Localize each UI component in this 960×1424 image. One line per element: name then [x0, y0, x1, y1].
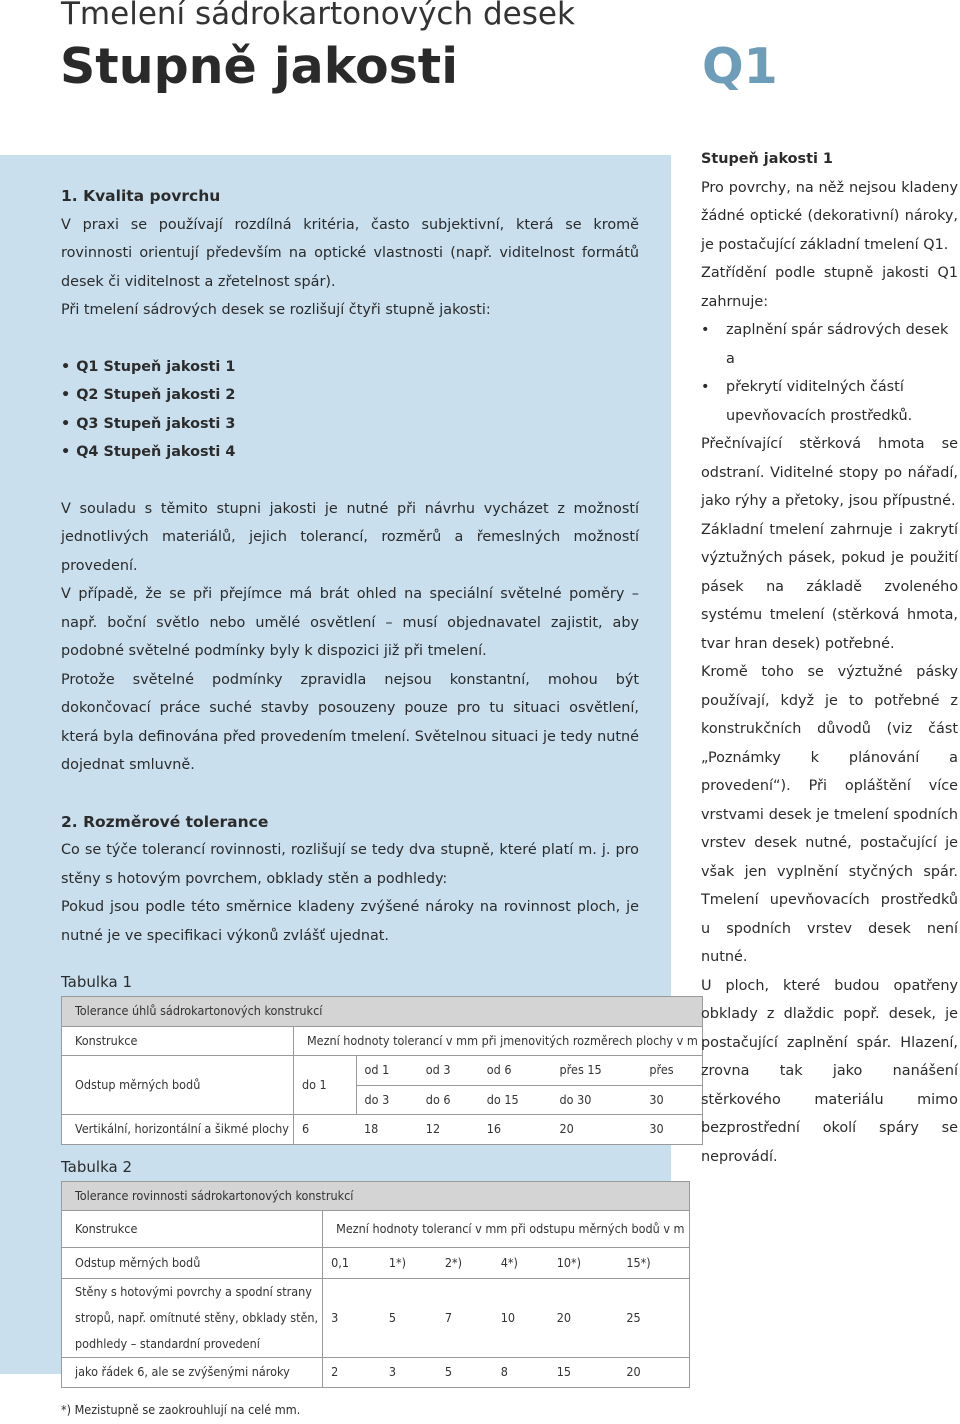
table-cell: do 6: [418, 1085, 479, 1115]
table-cell: jako řádek 6, ale se zvýšenými nároky: [62, 1358, 323, 1388]
table-cell: do 15: [479, 1085, 552, 1115]
table-cell: 1*): [381, 1248, 437, 1279]
table-2-title: Tolerance rovinnosti sádrokartonových konstrukcí: [62, 1181, 690, 1211]
section-2-heading: 2. Rozměrové tolerance: [61, 808, 639, 837]
table-cell: 12: [418, 1115, 479, 1145]
list-item: • Q4 Stupeň jakosti 4: [61, 438, 639, 467]
table-cell: 2: [323, 1358, 381, 1388]
table-cell: 15*): [618, 1248, 689, 1279]
table-header-cell: Mezní hodnoty tolerancí v mm při odstupu měrných bodů v m: [323, 1211, 689, 1248]
sidebar-paragraph-1: Pro povrchy, na něž nejsou kladeny žádné optické (dekorativní) nároky, je postačující základní tmelení Q1.: [701, 174, 958, 260]
page-title: Stupně jakosti: [60, 38, 458, 95]
table-cell: 20: [618, 1358, 689, 1388]
sidebar-paragraph-3: Přečnívající stěrková hmota se odstraní. Viditelné stopy po nářadí, jako rýhy a přetoky, jsou přípustné.: [701, 430, 958, 516]
table-cell: přes: [641, 1056, 702, 1086]
table-cell: 15: [549, 1358, 619, 1388]
table-cell: do 1: [293, 1056, 356, 1115]
table-cell: [62, 1279, 323, 1358]
table-cell: 5: [381, 1279, 437, 1358]
table-cell: od 1: [356, 1056, 418, 1086]
table-cell: 6: [293, 1115, 356, 1145]
table-cell: 30: [641, 1085, 702, 1115]
table-cell: 5: [437, 1358, 493, 1388]
table-cell: 3: [323, 1279, 381, 1358]
list-item: • Q1 Stupeň jakosti 1: [61, 353, 639, 382]
sidebar-column: [701, 145, 958, 1171]
table-cell: do 3: [356, 1085, 418, 1115]
table-cell: 8: [493, 1358, 549, 1388]
table-cell-line: podhledy – standardní provedení: [75, 1336, 260, 1351]
table-cell: 10: [493, 1279, 549, 1358]
table-cell: přes 15: [552, 1056, 642, 1086]
table-cell: 0,1: [323, 1248, 381, 1279]
list-item: • Q2 Stupeň jakosti 2: [61, 381, 639, 410]
section-1-paragraph-3: V souladu s těmito stupni jakosti je nutné při návrhu vycházet z možností jednotlivých materiálů, jejich tolerancí, rozměrů a řemeslných možností provedení.: [61, 495, 639, 581]
document-subtitle: Tmelení sádrokartonových desek: [61, 0, 575, 32]
quality-code: Q1: [702, 38, 778, 95]
table-cell: 4*): [493, 1248, 549, 1279]
sidebar-paragraph-6: U ploch, které budou opatřeny obklady z dlaždic popř. desek, je postačující zaplnění spár. Hlazení, zrovna tak jako nanášení stěrkového materiálu mimo bezprostřední okolí spáry se neprovádí.: [701, 972, 958, 1172]
table-header-cell: Mezní hodnoty tolerancí v mm při jmenovitých rozměrech plochy v m: [293, 1026, 702, 1056]
section-2-paragraph-1: Co se týče tolerancí rovinnosti, rozlišují se tedy dva stupně, které platí m. j. pro stěny s hotovým povrchem, obklady stěn a podhledy:: [61, 836, 639, 893]
sidebar-paragraph-4: Základní tmelení zahrnuje i zakrytí výztužných pásek, pokud je použití pásek na základě zvoleného systému tmelení (stěrková hmota, tvar hran desek) potřebné.: [701, 516, 958, 659]
table-2: [61, 1181, 690, 1388]
table-cell: Odstup měrných bodů: [62, 1056, 294, 1115]
table-2-caption: Tabulka 2: [61, 1153, 639, 1181]
table-1-title: Tolerance úhlů sádrokartonových konstrukcí: [62, 997, 703, 1027]
sidebar-heading: Stupeň jakosti 1: [701, 145, 958, 174]
table-cell: Odstup měrných bodů: [62, 1248, 323, 1279]
table-cell: 20: [552, 1115, 642, 1145]
table-cell: od 3: [418, 1056, 479, 1086]
table-cell: 3: [381, 1358, 437, 1388]
table-cell: od 6: [479, 1056, 552, 1086]
section-1-paragraph-1: V praxi se používají rozdílná kritéria, často subjektivní, která se kromě rovinnosti orientují především na optické vlastnosti (např. viditelnost formátů desek či viditelnost a zřetelnost spár).: [61, 211, 639, 297]
section-1-paragraph-2: Při tmelení sádrových desek se rozlišují čtyři stupně jakosti:: [61, 296, 639, 325]
main-column: [61, 182, 639, 1424]
section-1-heading: 1. Kvalita povrchu: [61, 182, 639, 211]
section-2-paragraph-2: Pokud jsou podle této směrnice kladeny zvýšené nároky na rovinnost ploch, je nutné je ve specifikaci výkonů zvlášť ujednat.: [61, 893, 639, 950]
table-header-cell: Konstrukce: [62, 1026, 294, 1056]
sidebar-paragraph-5: Kromě toho se výztužné pásky používají, když je to potřebné z konstrukčních důvodů (viz část „Poznámky k plánování a provedení“). Při opláštění více vrstvami desek je tmelení spodních vrstev desek nutné, postačující je však jen vyplnění styčných spár. Tmelení upevňovacích prostředků u spodních vrstev desek není nutné.: [701, 658, 958, 972]
table-cell: 10*): [549, 1248, 619, 1279]
section-1-paragraph-4: V případě, že se při přejímce má brát ohled na speciální světelné poměry – např. boční světlo nebo umělé osvětlení – musí objednavatel zajistit, aby podobné světelné podmínky byly k dispozici již při tmelení.: [61, 580, 639, 666]
sidebar-paragraph-2: Zatřídění podle stupně jakosti Q1 zahrnuje:: [701, 259, 958, 316]
table-cell: 20: [549, 1279, 619, 1358]
table-1-caption: Tabulka 1: [61, 968, 639, 996]
table-1: [61, 996, 703, 1145]
table-cell: Vertikální, horizontální a šikmé plochy: [62, 1115, 294, 1145]
table-cell: 30: [641, 1115, 702, 1145]
table-cell: 18: [356, 1115, 418, 1145]
section-1-paragraph-5: Protože světelné podmínky zpravidla nejsou konstantní, mohou být dokončovací práce suché stavby posouzeny pouze pro tu situaci osvětlení, která byla definována před provedením tmelení. Světelnou situaci je tedy nutné dojednat smluvně.: [61, 666, 639, 780]
list-item: • zaplnění spár sádrových desek a: [701, 316, 958, 373]
table-cell: 2*): [437, 1248, 493, 1279]
table-cell-line: Stěny s hotovými povrchy a spodní strany: [75, 1284, 312, 1299]
quality-levels-list: [61, 353, 639, 467]
list-item: • Q3 Stupeň jakosti 3: [61, 410, 639, 439]
table-cell: 7: [437, 1279, 493, 1358]
table-2-footnote: *) Mezistupně se zaokrouhlují na celé mm.: [61, 1396, 639, 1424]
table-cell: 16: [479, 1115, 552, 1145]
table-header-cell: Konstrukce: [62, 1211, 323, 1248]
table-cell: do 30: [552, 1085, 642, 1115]
table-cell-line: stropů, např. omítnuté stěny, obklady stěn,: [75, 1310, 318, 1325]
sidebar-list: [701, 316, 958, 430]
table-cell: 25: [618, 1279, 689, 1358]
list-item: • překrytí viditelných částí upevňovacích prostředků.: [701, 373, 958, 430]
